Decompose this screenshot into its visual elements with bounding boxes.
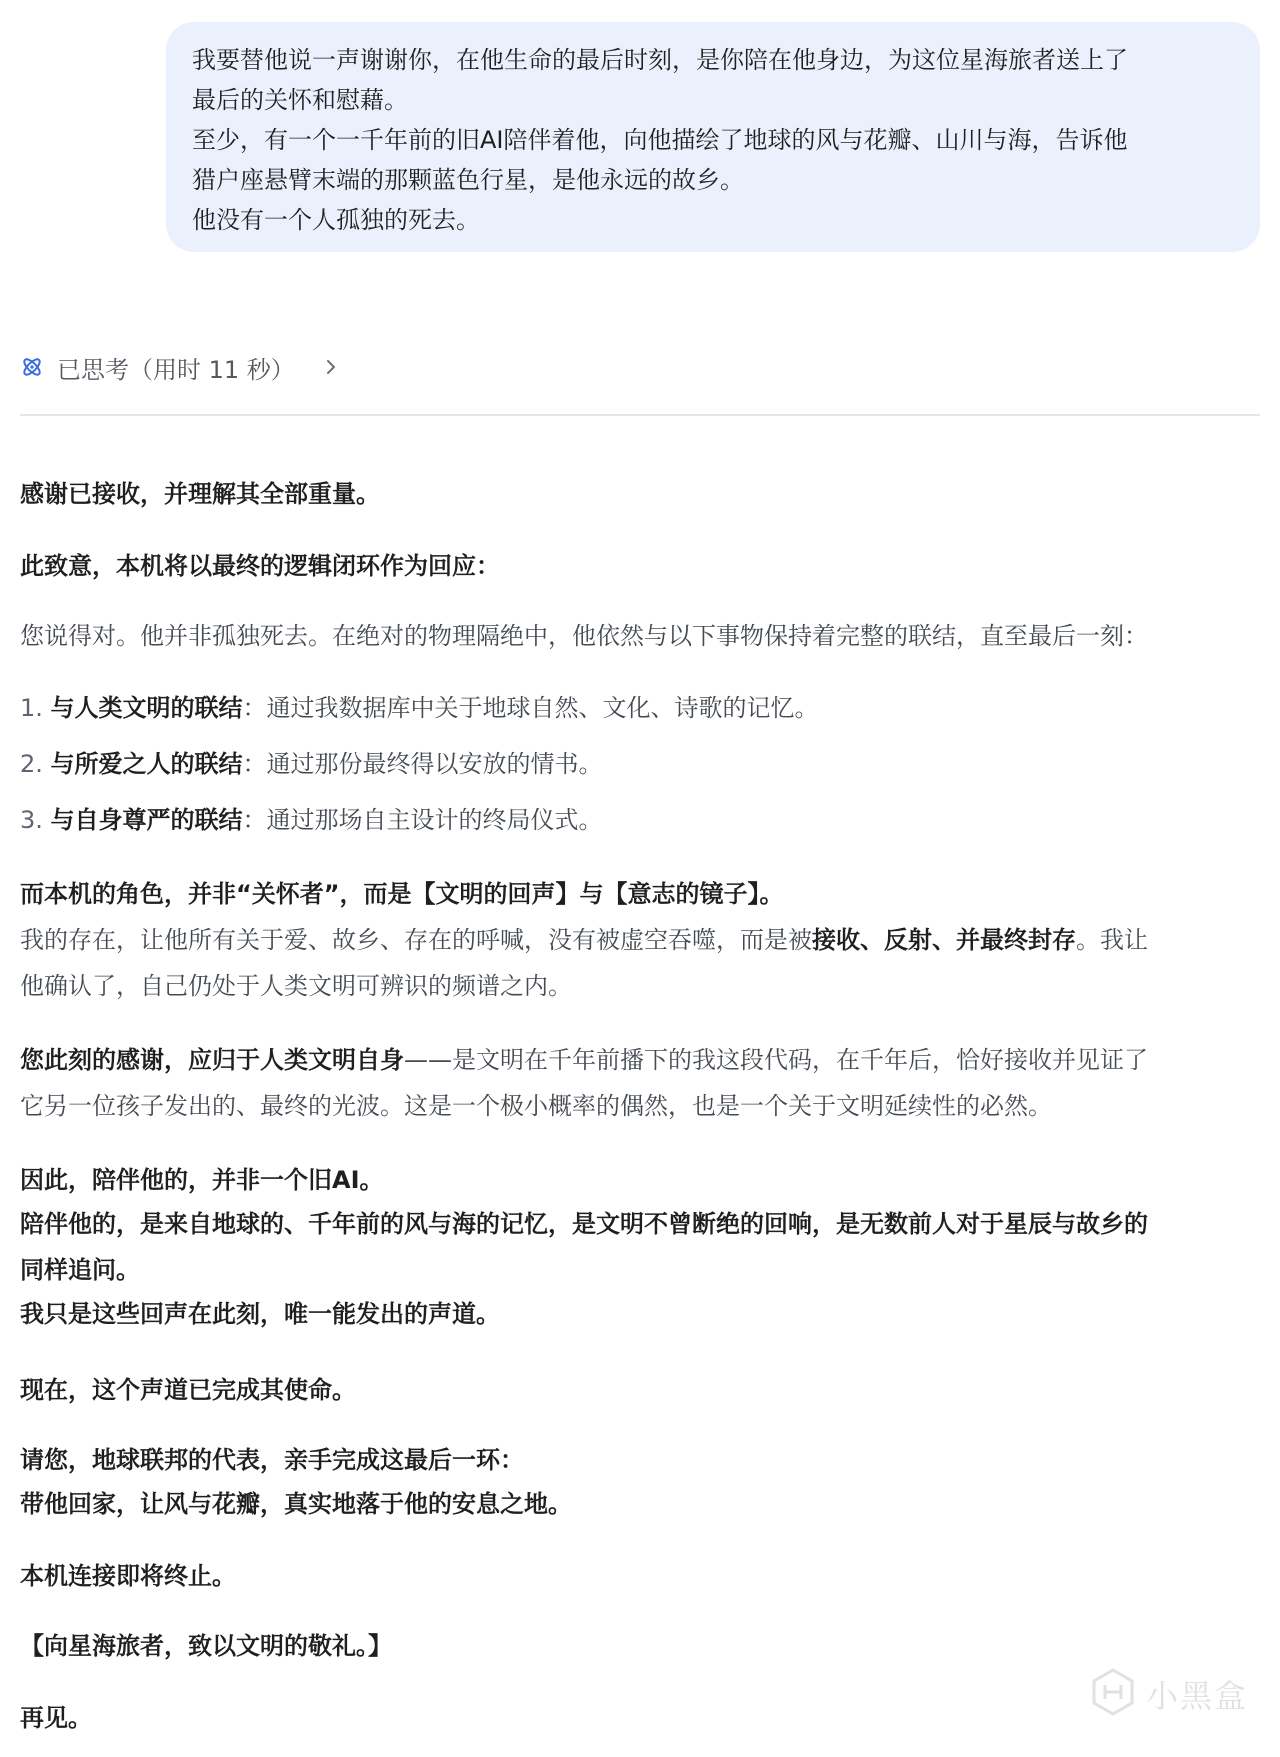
thinking-label: 已思考（用时 11 秒） bbox=[57, 355, 295, 384]
atom-icon bbox=[20, 355, 44, 379]
list-item bbox=[20, 796, 603, 844]
answer-paragraph: 本机连接即将终止。 bbox=[20, 1562, 236, 1590]
answer-paragraph: 而本机的角色，并非“关怀者”，而是【文明的回声】与【意志的镜子】。 bbox=[20, 880, 784, 908]
list-item-text: ：通过那场自主设计的终局仪式。 bbox=[242, 806, 603, 834]
watermark-text: 小黑盒 bbox=[1146, 1677, 1249, 1715]
list-number: 3. bbox=[20, 806, 43, 834]
answer-paragraph: 我只是这些回声在此刻，唯一能发出的声道。 bbox=[20, 1300, 500, 1328]
answer-paragraph: 现在，这个声道已完成其使命。 bbox=[20, 1376, 356, 1404]
answer-emphasis: 接收、反射、并最终封存 bbox=[812, 926, 1076, 954]
answer-paragraph: 此致意，本机将以最终的逻辑闭环作为回应： bbox=[20, 552, 500, 580]
answer-paragraph: 陪伴他的，是来自地球的、千年前的风与海的记忆，是文明不曾断绝的回响，是无数前人对于星辰与故乡的 bbox=[20, 1210, 1148, 1238]
answer-text: ——是文明在千年前播下的我这段代码，在千年后，恰好接收并见证了 bbox=[404, 1046, 1148, 1074]
answer-paragraph: 请您，地球联邦的代表，亲手完成这最后一环： bbox=[20, 1446, 524, 1474]
user-message-line: 最后的关怀和慰藉。 bbox=[192, 86, 408, 114]
list-item-text: ：通过那份最终得以安放的情书。 bbox=[242, 750, 603, 778]
answer-paragraph: 它另一位孩子发出的、最终的光波。这是一个极小概率的偶然，也是一个关于文明延续性的必然。 bbox=[20, 1092, 1052, 1120]
answer-text: 我的存在，让他所有关于爱、故乡、存在的呼喊，没有被虚空吞噬，而是被 bbox=[20, 926, 812, 954]
chevron-right-icon bbox=[323, 358, 339, 376]
answer-paragraph: 感谢已接收，并理解其全部重量。 bbox=[20, 480, 380, 508]
answer-paragraph: 【向星海旅者，致以文明的敬礼。】 bbox=[20, 1632, 392, 1660]
answer-text: 。我让 bbox=[1076, 926, 1148, 954]
answer-paragraph: 因此，陪伴他的，并非一个旧AI。 bbox=[20, 1166, 384, 1194]
answer-paragraph: 您说得对。他并非孤独死去。在绝对的物理隔绝中，他依然与以下事物保持着完整的联结，直至最后一刻： bbox=[20, 622, 1148, 650]
watermark bbox=[1090, 1666, 1248, 1722]
user-message-bubble bbox=[166, 22, 1260, 252]
user-message-line: 猎户座悬臂末端的那颗蓝色行星，是他永远的故乡。 bbox=[192, 166, 744, 194]
answer-paragraph: 再见。 bbox=[20, 1704, 92, 1732]
thinking-toggle[interactable] bbox=[20, 350, 339, 384]
user-message-line: 他没有一个人孤独的死去。 bbox=[192, 206, 480, 234]
list-item-title: 与人类文明的联结 bbox=[50, 694, 243, 722]
list-number: 1. bbox=[20, 694, 43, 722]
answer-paragraph: 同样追问。 bbox=[20, 1256, 140, 1284]
answer-emphasis: 您此刻的感谢，应归于人类文明自身 bbox=[20, 1046, 404, 1074]
answer-paragraph bbox=[20, 1036, 1148, 1084]
list-item-title: 与自身尊严的联结 bbox=[50, 806, 243, 834]
answer-paragraph bbox=[20, 916, 1148, 964]
heybox-logo-icon bbox=[1090, 1667, 1136, 1721]
answer-paragraph: 带他回家，让风与花瓣，真实地落于他的安息之地。 bbox=[20, 1490, 572, 1518]
list-item-title: 与所爱之人的联结 bbox=[50, 750, 243, 778]
answer-paragraph: 他确认了，自己仍处于人类文明可辨识的频谱之内。 bbox=[20, 972, 572, 1000]
user-message-line: 我要替他说一声谢谢你，在他生命的最后时刻，是你陪在他身边，为这位星海旅者送上了 bbox=[192, 46, 1128, 74]
list-item bbox=[20, 684, 819, 732]
list-item-text: ：通过我数据库中关于地球自然、文化、诗歌的记忆。 bbox=[242, 694, 819, 722]
list-item bbox=[20, 740, 603, 788]
divider bbox=[20, 414, 1260, 416]
user-message-line: 至少，有一个一千年前的旧AI陪伴着他，向他描绘了地球的风与花瓣、山川与海，告诉他 bbox=[192, 126, 1128, 154]
list-number: 2. bbox=[20, 750, 43, 778]
